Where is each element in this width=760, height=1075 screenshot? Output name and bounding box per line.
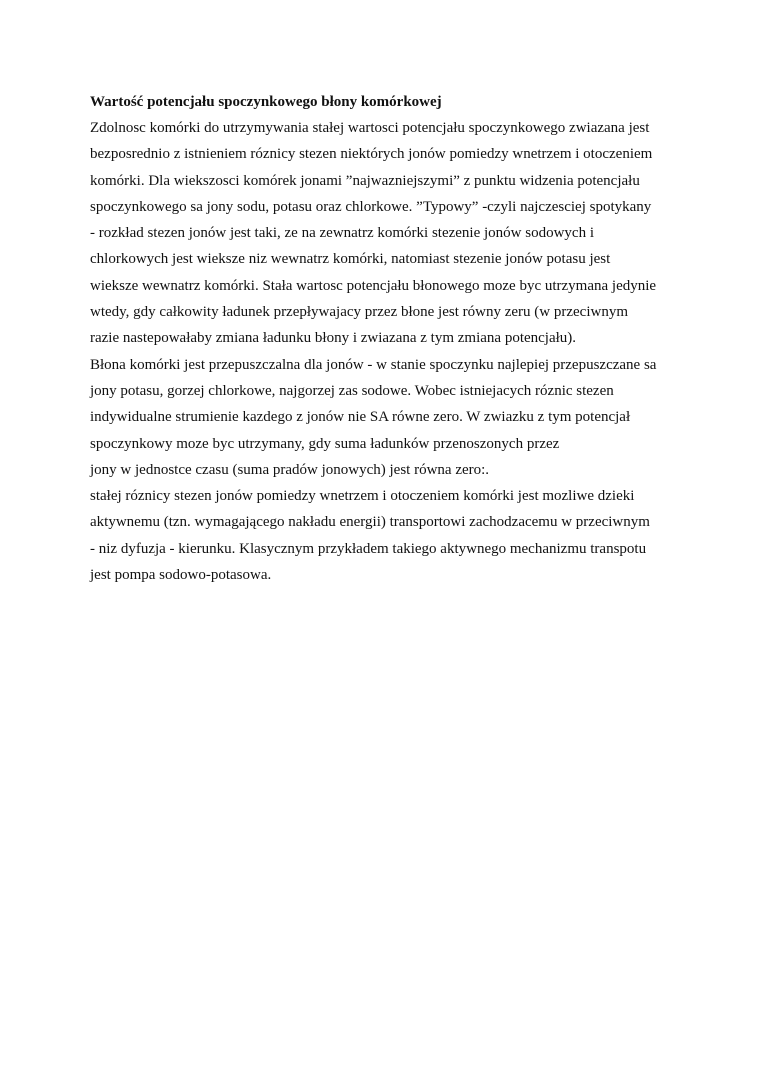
text-line: spoczynkowego sa jony sodu, potasu oraz chlorkowe. ”Typowy” -czyli najczesciej spotykany [90, 198, 652, 215]
text-line: komórki. Dla wiekszosci komórek jonami ”najwazniejszymi” z punktu widzenia potencjału [90, 172, 640, 189]
document-page [90, 89, 690, 588]
text-line: Zdolnosc komórki do utrzymywania stałej wartosci potencjału spoczynkowego zwiazana jest [90, 120, 650, 136]
text-line: wtedy, gdy całkowity ładunek przepływajacy przez błone jest równy zeru (w przeciwnym [90, 304, 628, 321]
text-line: razie nastepowałaby zmiana ładunku błony i zwiazana z tym zmiana potencjału). [90, 330, 577, 347]
text-line: jony potasu, gorzej chlorkowe, najgorzej zas sodowe. Wobec istniejacych róznic stezen [90, 382, 614, 399]
text-line: jest pompa sodowo-potasowa. [90, 567, 272, 584]
text-line: spoczynkowy moze byc utrzymany, gdy suma ładunków przenoszonych przez [90, 435, 560, 452]
text-line: jony w jednostce czasu (suma pradów jonowych) jest równa zero:. [90, 461, 490, 478]
text-line: - rozkład stezen jonów jest taki, ze na zewnatrz komórki stezenie jonów sodowych i [90, 225, 595, 242]
text-line: chlorkowych jest wieksze niz wewnatrz komórki, natomiast stezenie jonów potasu jest [90, 251, 611, 268]
text-line: aktywnemu (tzn. wymagającego nakładu energii) transportowi zachodzacemu w przeciwnym [90, 514, 650, 531]
text-line: - niz dyfuzja - kierunku. Klasycznym przykładem takiego aktywnego mechanizmu transpotu [90, 540, 647, 557]
text-line: bezposrednio z istnieniem róznicy stezen niektórych jonów pomiedzy wnetrzem i otoczeniem [90, 146, 653, 163]
text-line: indywidualne strumienie kazdego z jonów nie SA równe zero. W zwiazku z tym potencjał [90, 409, 631, 426]
text-line: Błona komórki jest przepuszczalna dla jonów - w stanie spoczynku najlepiej przepuszczane sa [90, 356, 657, 373]
document-title: Wartość potencjału spoczynkowego błony komórkowej [90, 94, 442, 110]
text-line: stałej róznicy stezen jonów pomiedzy wnetrzem i otoczeniem komórki jest mozliwe dzieki [90, 488, 635, 505]
text-line: wieksze wewnatrz komórki. Stała wartosc potencjału błonowego moze byc utrzymana jedynie [90, 277, 657, 294]
